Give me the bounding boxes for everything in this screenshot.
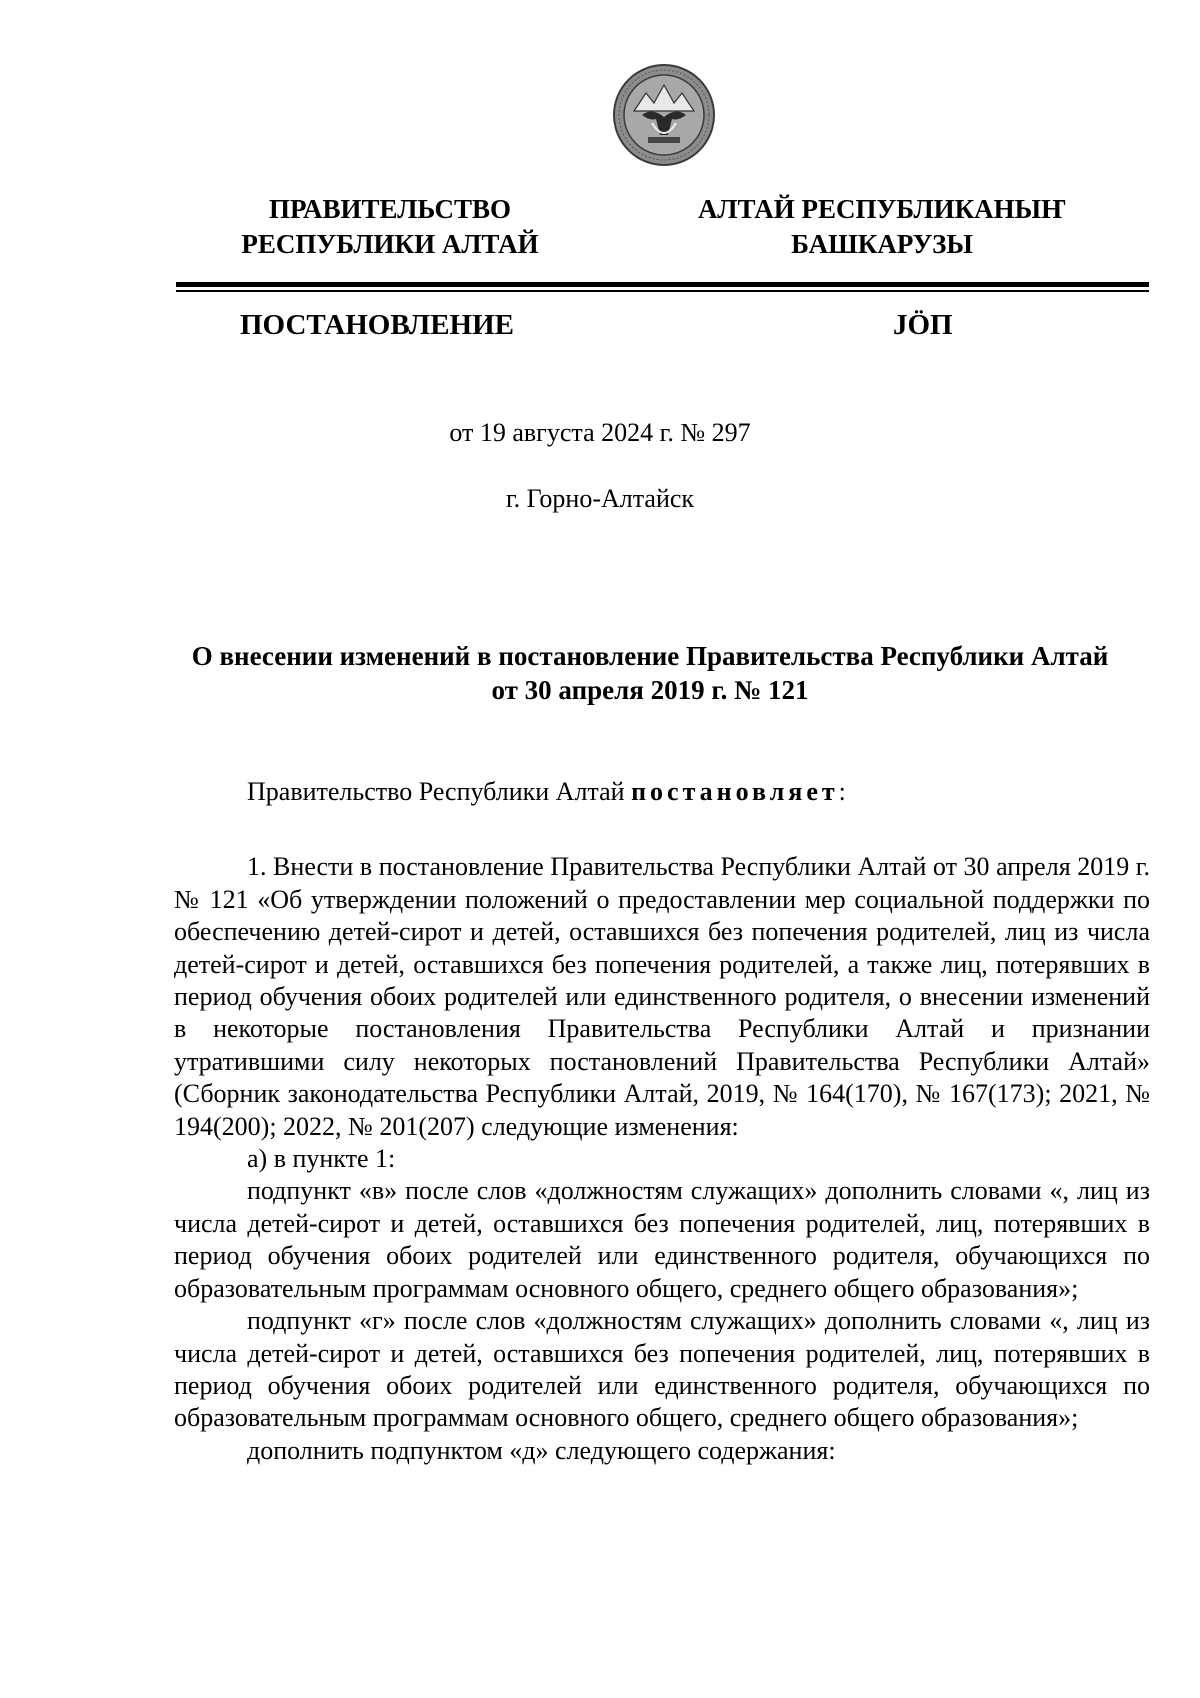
org-name-ru-line-2: РЕСПУБЛИКИ АЛТАЙ <box>241 229 539 259</box>
org-name-alt-line-1: АЛТАЙ РЕСПУБЛИКАНЫҤ <box>697 194 1067 224</box>
paragraph-1: 1. Внести в постановление Правительства Республики Алтай от 30 апреля 2019 г. № 121 «Об утверждении положений о предоставлении мер социальной поддержки по обеспечению детей-сирот и детей, оставшихся без попечения родителей, лиц из числа детей-сирот и детей, оставшихся без попечения родителей, а также лиц, потерявших в период обучения обоих родителей или единственного родителя, о внесении изменений в некоторые постановления Правительства Республики Алтай и признании утратившими силу некоторых постановлений Правительства Республики Алтай» (Сборник законодательства Республики Алтай, 2019, № 164(170), № 167(173); 2021, № 194(200); 2022, № 201(207) следующие изменения: <box>174 852 1150 1141</box>
header-divider-thick <box>176 282 1149 287</box>
header-divider-thin <box>176 290 1149 292</box>
paragraph-3: подпункт «в» после слов «должностям служащих» дополнить словами «, лиц из числа детей-сирот и детей, оставшихся без попечения родителей, лиц, потерявших в период обучения обоих родителей или единственного родителя, обучающихся по образовательным программам основного общего, среднего общего образования»; <box>174 1176 1150 1303</box>
org-name-alt-line-2: БАШКАРУЗЫ <box>791 229 973 259</box>
city: г. Горно-Алтайск <box>505 484 695 513</box>
doc-type-ru: ПОСТАНОВЛЕНИЕ <box>240 309 515 341</box>
paragraph-2: а) в пункте 1: <box>247 1144 396 1174</box>
coat-of-arms-icon <box>612 63 716 167</box>
lead-paragraph <box>174 776 1150 808</box>
document-title-line-2: от 30 апреля 2019 г. № 121 <box>491 675 809 705</box>
lead-emphasis: постановляет <box>631 777 839 806</box>
document-body <box>174 776 1150 1467</box>
lead-suffix: : <box>838 777 846 806</box>
org-name-alt <box>662 192 1102 262</box>
lead-prefix: Правительство Республики Алтай <box>247 777 632 806</box>
doc-type-alt: JÖП <box>893 309 953 341</box>
org-name-ru-line-1: ПРАВИТЕЛЬСТВО <box>268 194 512 224</box>
paragraph-4: подпункт «г» после слов «должностям служащих» дополнить словами «, лиц из числа детей-сирот и детей, оставшихся без попечения родителей, лиц, потерявших в период обучения обоих родителей или единственного родителя, обучающихся по образовательным программам основного общего, среднего общего образования»; <box>174 1306 1150 1433</box>
paragraph-5: дополнить подпунктом «д» следующего содержания: <box>247 1435 836 1465</box>
document-title <box>150 639 1150 707</box>
document-title-line-1: О внесении изменений в постановление Правительства Республики Алтай <box>191 641 1109 671</box>
date-and-number: от 19 августа 2024 г. № 297 <box>449 418 751 447</box>
org-name-ru <box>170 192 610 262</box>
